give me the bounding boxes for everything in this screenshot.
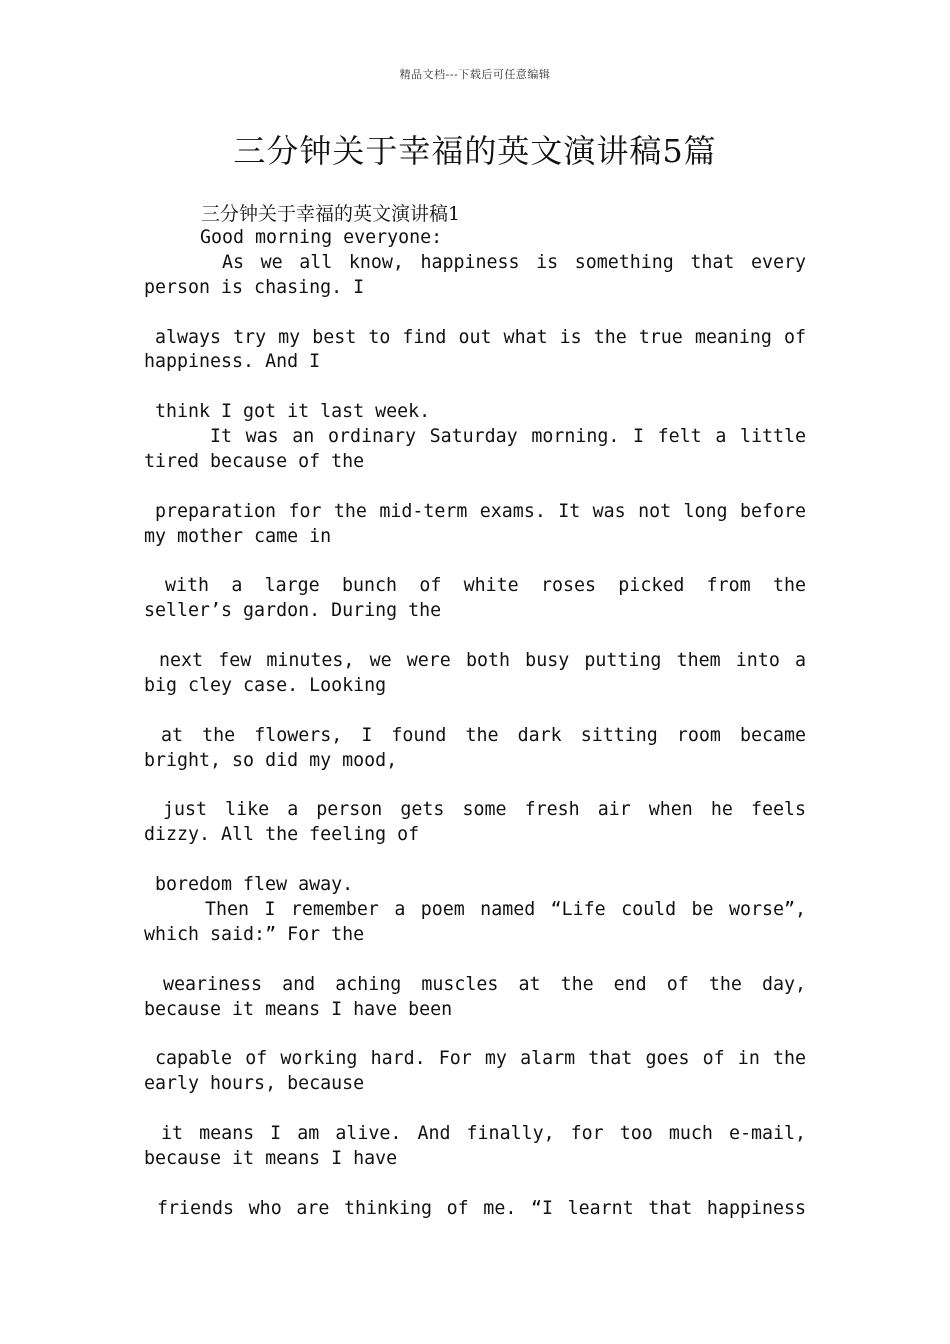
paragraph-gap <box>144 375 806 400</box>
paragraph-gap <box>144 848 806 873</box>
text-line: my mother came in <box>144 525 332 547</box>
text-line: big cley case. Looking <box>144 675 387 697</box>
text-line: Then I remember a poem named “Life could be worse”, <box>205 899 806 921</box>
text-line: always try my best to find out what is the true meaning of <box>155 326 806 348</box>
document-title: 三分钟关于幸福的英文演讲稿5篇 <box>233 132 717 170</box>
text-line: seller’s gardon. During the <box>144 600 442 622</box>
text-line: bright, so did my mood, <box>144 749 398 771</box>
paragraph-gap <box>144 1097 806 1122</box>
text-line: because it means I have <box>144 1147 398 1169</box>
text-line: just like a person gets some fresh air when he feels <box>163 799 806 821</box>
header-note: 精品文档---下载后可任意编辑 <box>399 68 551 81</box>
text-line: As we all know, happiness is something that every <box>222 251 806 273</box>
text-line: boredom flew away. <box>155 874 354 896</box>
paragraph-gap <box>144 550 806 575</box>
text-line: weariness and aching muscles at the end of the day, <box>163 973 806 995</box>
text-line: because it means I have been <box>144 998 453 1020</box>
text-line: person is chasing. I <box>144 276 365 298</box>
text-line: It was an ordinary Saturday morning. I felt a little <box>210 426 806 448</box>
paragraph-gap <box>144 301 806 326</box>
text-line: which said:” For the <box>144 923 365 945</box>
text-line: happiness. And I <box>144 351 321 373</box>
text-line: at the flowers, I found the dark sitting room became <box>161 724 806 746</box>
text-line: think I got it last week. <box>155 401 431 423</box>
paragraph-gap <box>144 948 806 973</box>
text-line: tired because of the <box>144 451 365 473</box>
text-line: early hours, because <box>144 1073 365 1095</box>
speech-body <box>144 226 806 1222</box>
paragraph-gap <box>144 1172 806 1197</box>
section-subtitle: 三分钟关于幸福的英文演讲稿1 <box>201 203 461 225</box>
paragraph-gap <box>144 774 806 799</box>
text-line: dizzy. All the feeling of <box>144 824 420 846</box>
text-line: it means I am alive. And finally, for too much e-mail, <box>161 1123 806 1145</box>
paragraph-gap <box>144 624 806 649</box>
text-line: preparation for the mid-term exams. It was not long before <box>155 500 806 522</box>
text-line: capable of working hard. For my alarm that goes of in the <box>155 1048 806 1070</box>
paragraph-gap <box>144 475 806 500</box>
paragraph-gap <box>144 699 806 724</box>
text-line: next few minutes, we were both busy putting them into a <box>159 650 806 672</box>
paragraph-gap <box>144 1023 806 1048</box>
text-line: with a large bunch of white roses picked from the <box>165 575 806 597</box>
text-line: Good morning everyone: <box>200 227 443 248</box>
text-line: friends who are thinking of me. “I learnt that happiness <box>157 1197 806 1219</box>
